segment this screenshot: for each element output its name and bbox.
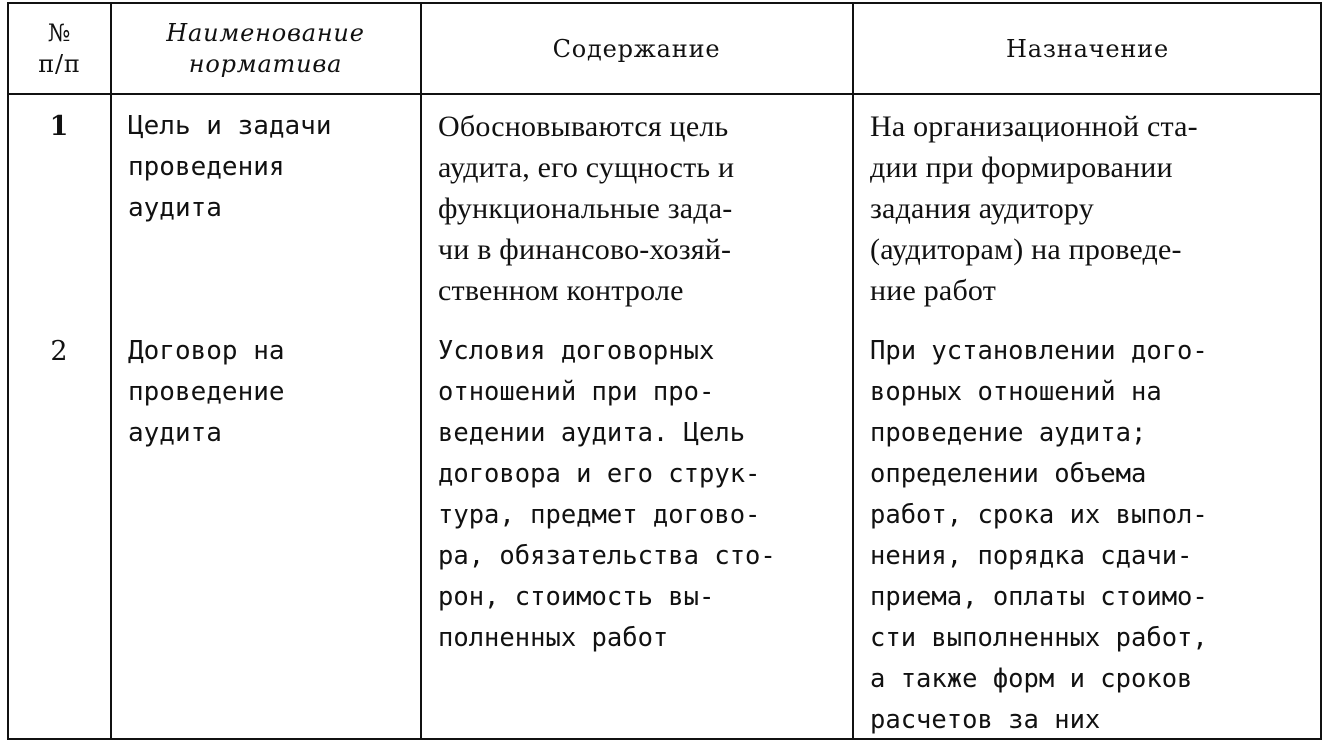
- row-purpose: На организационной ста- дии при формировании задания аудитору (аудиторам) на проведе- ние работ: [870, 110, 1198, 307]
- row-content: Обосновываются цель аудита, его сущность и функциональные зада- чи в финансово-хозяй- ственном контроле: [438, 110, 735, 307]
- header-purpose: Назначение: [1006, 34, 1169, 63]
- column-divider: [852, 4, 854, 738]
- header-number: № п/п: [38, 19, 81, 78]
- norms-table: [7, 2, 1322, 740]
- column-divider: [110, 4, 112, 738]
- header-content: Содержание: [552, 34, 721, 63]
- column-divider: [420, 4, 422, 738]
- row-purpose: При установлении дого- ворных отношений на проведение аудита; определении объема работ, срока их выпол- нения, порядка сдачи- приема, оплаты стоимо- сти выполненных работ, а также форм и сроков расчетов за них: [870, 336, 1208, 735]
- row-number: 2: [50, 336, 68, 367]
- row-name: Договор на проведение аудита: [128, 336, 285, 448]
- row-content: Условия договорных отношений при про- ведении аудита. Цель договора и его струк- тура, предмет догово- ра, обязательства сто- рон, стоимость вы- полненных работ: [438, 336, 776, 653]
- row-number: 1: [49, 111, 69, 142]
- row-name: Цель и задачи проведения аудита: [128, 111, 332, 223]
- header-name: Наименование норматива: [166, 19, 365, 78]
